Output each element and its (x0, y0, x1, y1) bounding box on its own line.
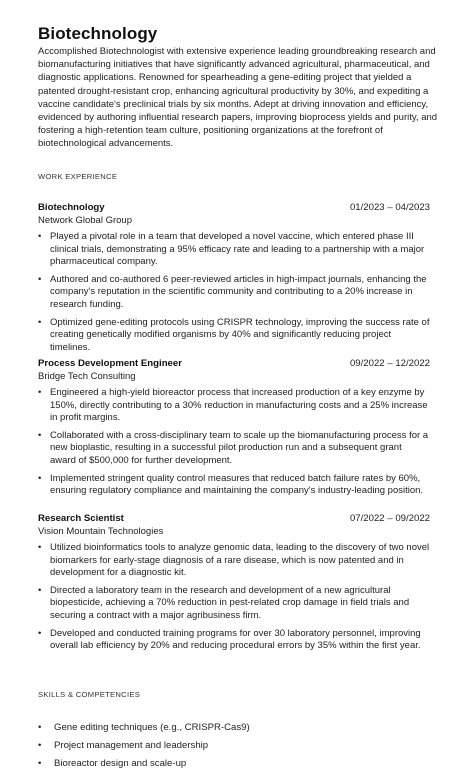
list-item (38, 542, 430, 580)
list-item (38, 317, 430, 355)
bullet-text: Developed and conducted training programs for over 30 laboratory personnel, improving overall lab efficiency by 20% and reducing procedural errors by 35% within the first year. (50, 627, 421, 652)
bullet-text: Implemented stringent quality control measures that reduced batch failure rates by 60%, ensuring regulatory compliance and maintaining the company's industry-leading position. (50, 472, 424, 497)
list-item (38, 755, 250, 773)
resume-heading: Biotechnology (38, 24, 158, 43)
bullet-icon: • (38, 542, 42, 553)
list-item (38, 274, 430, 312)
work-experience-heading: WORK EXPERIENCE (38, 172, 118, 181)
list-item (38, 430, 430, 468)
bullet-text: Played a pivotal role in a team that developed a novel vaccine, which entered phase III clinical trials, demonstrating a 95% efficacy rate and leading to a partnership with a major pharmaceutical company. (50, 231, 425, 268)
job-bullets (38, 387, 430, 498)
job-company: Network Global Group (38, 215, 132, 226)
job-bullets (38, 231, 430, 354)
list-item (38, 585, 430, 623)
list-item (38, 231, 430, 269)
bullet-icon: • (38, 472, 42, 484)
bullet-text: Optimized gene-editing protocols using CRISPR technology, improving the success rate of creating genetically modified organisms by 40% and significantly reducing project timelines. (50, 316, 430, 353)
job-dates: 01/2023 – 04/2023 (349, 202, 430, 213)
job-entry (38, 202, 430, 359)
skill-text: Bioreactor design and scale-up (54, 758, 187, 769)
job-title: Research Scientist (38, 513, 124, 524)
bullet-text: Engineered a high-yield bioreactor process that increased production of a key enzyme by 150%, directly contributing to a 30% reduction in manufacturing costs and a 25% increase in profit margins. (50, 387, 428, 424)
job-header (38, 202, 430, 213)
list-item (38, 628, 430, 653)
bullet-text: Authored and co-authored 6 peer-reviewed articles in high-impact journals, enhancing the company's reputation in the scientific community and contributing to a 20% increase in research funding. (50, 273, 427, 310)
job-company: Vision Mountain Technologies (38, 526, 164, 537)
job-dates: 09/2022 – 12/2022 (349, 358, 430, 369)
job-bullets (38, 542, 430, 653)
list-item (38, 473, 430, 498)
job-dates: 07/2022 – 09/2022 (349, 513, 430, 524)
bullet-text: Collaborated with a cross-disciplinary team to scale up the biomanufacturing process for a new bioplastic, resulting in a successful pilot production run and a subsequent grant award of $500,000 for further development. (50, 429, 429, 466)
job-company: Bridge Tech Consulting (38, 371, 136, 382)
job-header (38, 513, 430, 524)
bullet-icon: • (38, 627, 42, 639)
bullet-icon: • (38, 387, 42, 398)
bullet-text: Directed a laboratory team in the research and development of a new agricultural biopesticide, achieving a 70% reduction in pest-related crop damage in field trials and securing a contract with a major agribusiness firm. (50, 584, 410, 621)
skills-list (38, 719, 250, 773)
job-title: Process Development Engineer (38, 358, 182, 369)
skill-text: Project management and leadership (54, 740, 209, 751)
professional-summary: Accomplished Biotechnologist with extensive experience leading groundbreaking research and biomanufacturing initiatives that have significantly advanced agricultural, pharmaceutical, and diagnostic applications. Renowned for spearheading a gene-editing project that yielded a patented drought-resistant crop, enhancing agricultural productivity by 30%, and expediting a vaccine candidate's preclinical trials by six months. Adept at driving innovation and efficiency, evidenced by authoring influential research papers, improving bioprocess yields and purity, and fostering a high-retention team culture, positioning organizations at the forefront of biotechnological advancements. (38, 46, 438, 150)
bullet-icon: • (38, 429, 42, 441)
list-item (38, 719, 250, 737)
bullet-icon: • (38, 273, 42, 285)
bullet-icon: • (38, 584, 42, 596)
list-item (38, 387, 430, 425)
bullet-text: Utilized bioinformatics tools to analyze genomic data, leading to the discovery of two novel biomarkers for early-stage diagnosis of a rare disease, which is now patented and in development for a diagnostic kit. (50, 542, 430, 579)
list-item (38, 737, 250, 755)
job-header (38, 358, 430, 369)
bullet-icon: • (38, 231, 42, 242)
skills-heading: SKILLS & COMPETENCIES (38, 690, 141, 699)
job-entry (38, 513, 430, 658)
bullet-icon: • (38, 758, 42, 769)
bullet-icon: • (38, 316, 42, 328)
job-title: Biotechnology (38, 202, 105, 213)
job-entry (38, 358, 430, 503)
bullet-icon: • (38, 722, 42, 733)
skill-text: Gene editing techniques (e.g., CRISPR-Cas9) (54, 722, 250, 733)
bullet-icon: • (38, 740, 42, 751)
